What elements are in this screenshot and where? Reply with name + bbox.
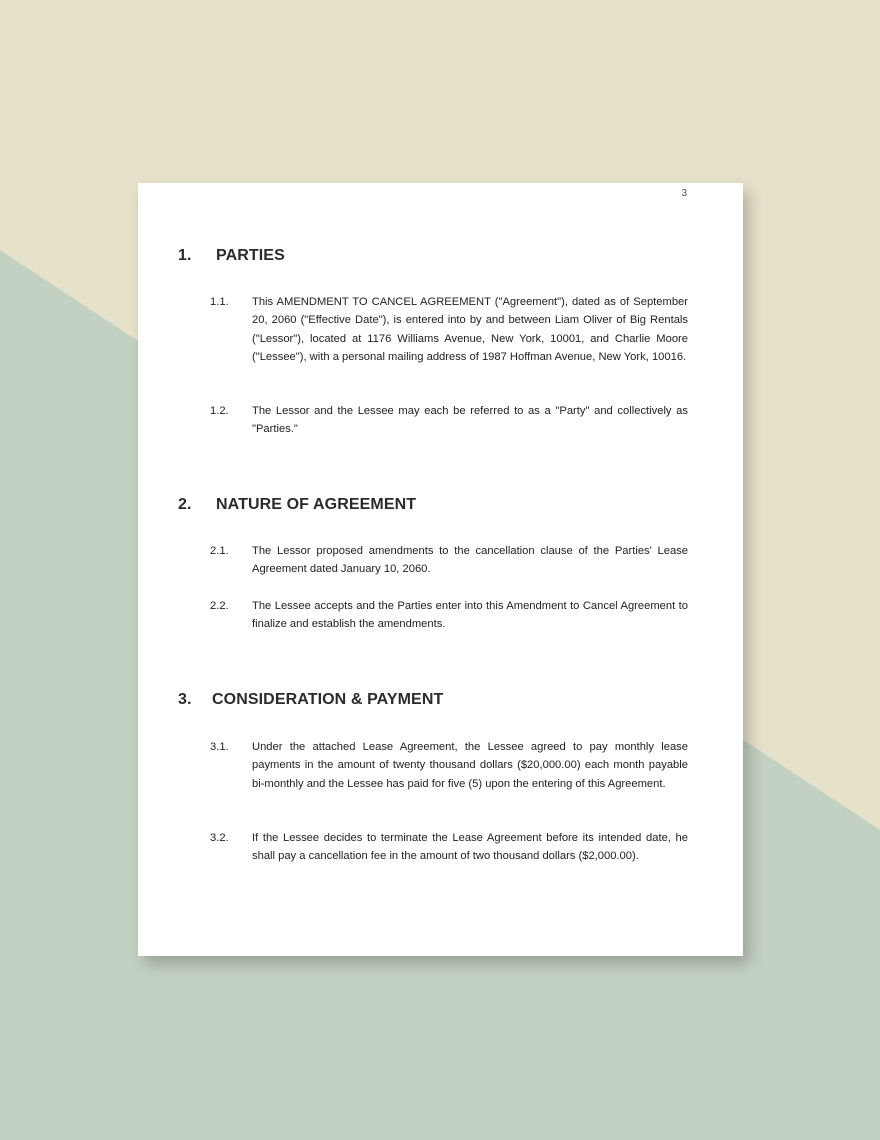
clause-text: The Lessor and the Lessee may each be referred to as a "Party" and collectively as "Parties." <box>252 405 688 436</box>
section-heading-consideration-payment <box>178 691 443 709</box>
clause-1-1 <box>210 293 688 367</box>
clause-3-2 <box>210 829 688 866</box>
clause-3-1 <box>210 738 688 793</box>
clause-number: 3.2. <box>210 832 229 844</box>
page-number: 3 <box>681 188 687 199</box>
clause-text: The Lessor proposed amendments to the cancellation clause of the Parties' Lease Agreement dated January 10, 2060. <box>252 545 688 576</box>
clause-text: The Lessee accepts and the Parties enter into this Amendment to Cancel Agreement to finalize and establish the amendments. <box>252 600 688 631</box>
clause-1-2 <box>210 402 688 439</box>
section-title: CONSIDERATION & PAYMENT <box>212 691 444 708</box>
section-heading-parties <box>178 247 285 265</box>
section-number: 3. <box>178 691 192 708</box>
clause-text: If the Lessee decides to terminate the Lease Agreement before its intended date, he shall pay a cancellation fee in the amount of two thousand dollars ($2,000.00). <box>252 832 688 863</box>
clause-number: 3.1. <box>210 741 229 753</box>
clause-number: 1.1. <box>210 296 229 308</box>
clause-text: Under the attached Lease Agreement, the Lessee agreed to pay monthly lease payments in the amount of twenty thousand dollars ($20,000.00) each month payable bi-monthly and the Lessee has paid for five (5) upon the entering of this Agreement. <box>252 741 688 790</box>
section-number: 1. <box>178 247 192 264</box>
section-heading-nature-of-agreement <box>178 496 416 514</box>
clause-2-2 <box>210 597 688 634</box>
document-page <box>138 183 743 956</box>
clause-number: 2.2. <box>210 600 229 612</box>
clause-number: 2.1. <box>210 545 229 557</box>
clause-2-1 <box>210 542 688 579</box>
section-title: PARTIES <box>216 247 285 264</box>
clause-text: This AMENDMENT TO CANCEL AGREEMENT ("Agreement"), dated as of September 20, 2060 ("Effective Date"), is entered into by and between Liam Oliver of Big Rentals ("Lessor"), located at 1176 Williams Avenue, New York, 10001, and Charlie Moore ("Lessee"), with a personal mailing address of 1987 Hoffman Avenue, New York, 10016. <box>252 296 688 364</box>
section-number: 2. <box>178 496 192 513</box>
section-title: NATURE OF AGREEMENT <box>216 496 417 513</box>
clause-number: 1.2. <box>210 405 229 417</box>
